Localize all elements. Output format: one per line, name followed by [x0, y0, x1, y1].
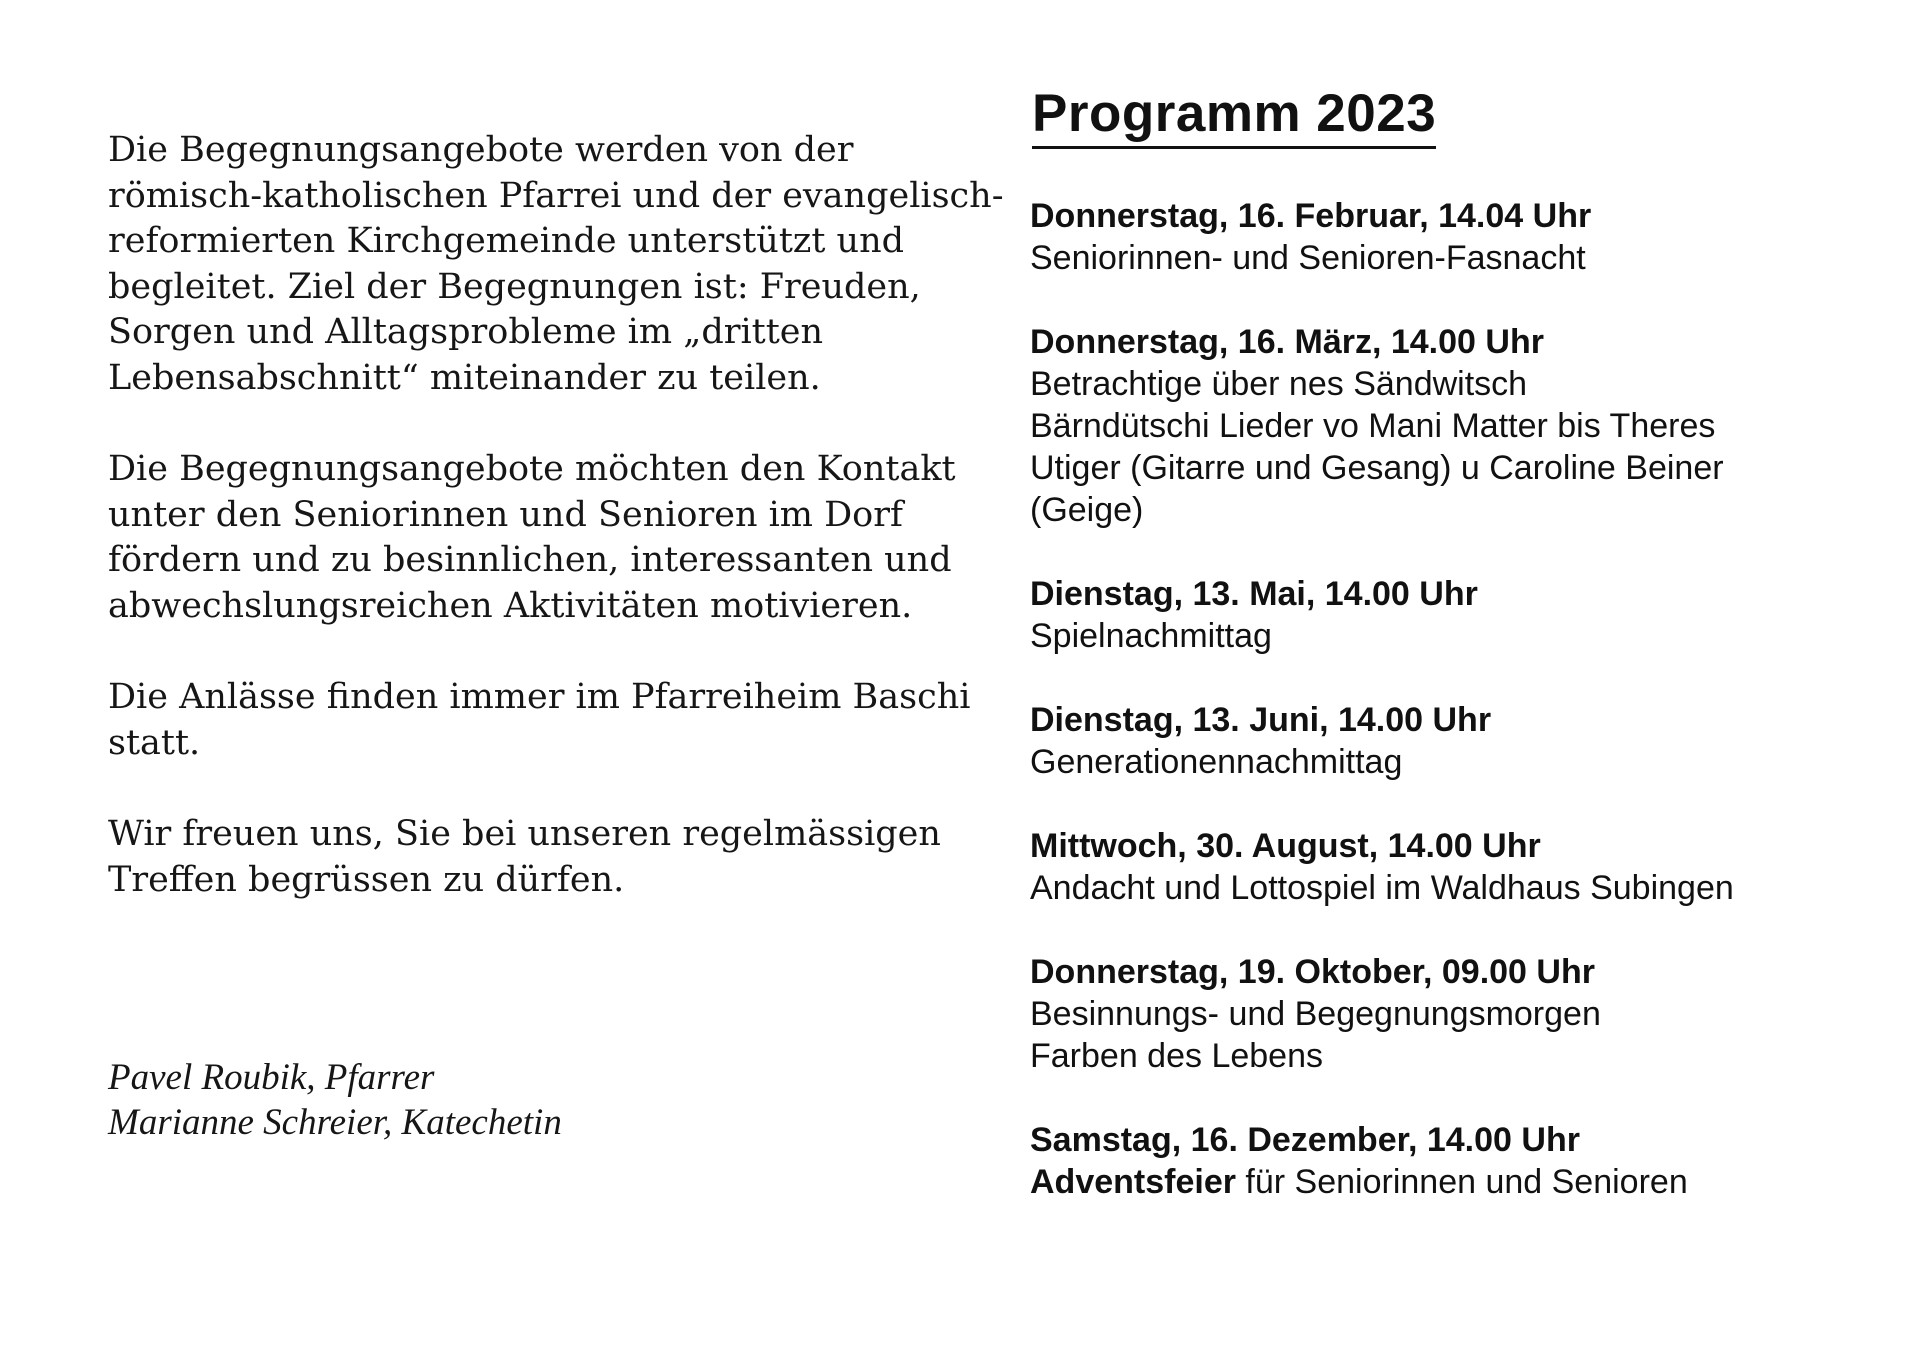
intro-paragraph-2	[108, 447, 968, 629]
program-event	[1030, 573, 1890, 657]
intro-paragraph-4	[108, 812, 968, 903]
event-date: Donnerstag, 16. März, 14.00 Uhr	[1030, 323, 1544, 361]
event-description: Andacht und Lottospiel im Waldhaus Subingen	[1030, 869, 1734, 907]
text-line: Die Anlässe finden immer im Pfarreiheim Baschi	[108, 677, 971, 717]
text-line: abwechslungsreichen Aktivitäten motivieren.	[108, 585, 913, 626]
signature-katechetin: Marianne Schreier, Katechetin	[108, 1102, 562, 1143]
event-description: Betrachtige über nes Sändwitsch	[1030, 365, 1528, 403]
program-event	[1030, 951, 1890, 1077]
text-line: Wir freuen uns, Sie bei unseren regelmässigen	[108, 814, 941, 854]
signature-block	[108, 1055, 562, 1145]
text-line: Treffen begrüssen zu dürfen.	[108, 859, 625, 900]
event-description: Generationennachmittag	[1030, 743, 1403, 781]
intro-text	[108, 128, 1004, 949]
text-line: Die Begegnungsangebote möchten den Kontakt	[108, 449, 956, 489]
event-description: Seniorinnen- und Senioren-Fasnacht	[1030, 239, 1586, 277]
event-date: Donnerstag, 16. Februar, 14.04 Uhr	[1030, 197, 1592, 235]
event-date: Samstag, 16. Dezember, 14.00 Uhr	[1030, 1121, 1580, 1159]
event-date: Dienstag, 13. Juni, 14.00 Uhr	[1030, 701, 1492, 739]
event-highlight: Adventsfeier	[1030, 1163, 1236, 1201]
program-title: Programm 2023	[1032, 82, 1436, 149]
event-description: Spielnachmittag	[1030, 617, 1272, 655]
text-line: Sorgen und Alltagsprobleme im „dritten	[108, 312, 824, 352]
event-description: Besinnungs- und Begegnungsmorgen	[1030, 995, 1601, 1033]
event-description: Bärndütschi Lieder vo Mani Matter bis Theres	[1030, 407, 1716, 445]
text-line: reformierten Kirchgemeinde unterstützt und	[108, 221, 905, 261]
text-line: statt.	[108, 722, 201, 763]
program-event	[1030, 825, 1890, 909]
program-event	[1030, 1119, 1890, 1203]
intro-paragraph-1	[108, 128, 1004, 401]
event-description: für Seniorinnen und Senioren	[1235, 1163, 1688, 1201]
program-event	[1030, 321, 1890, 531]
event-description-line	[1030, 1161, 1890, 1203]
signature-pfarrer: Pavel Roubik, Pfarrer	[108, 1057, 435, 1098]
program-column	[1030, 82, 1890, 1245]
text-line: römisch-katholischen Pfarrei und der evangelisch-	[108, 175, 1004, 216]
intro-paragraph-3	[108, 675, 971, 766]
event-date: Mittwoch, 30. August, 14.00 Uhr	[1030, 827, 1541, 865]
program-event	[1030, 195, 1890, 279]
event-description: Utiger (Gitarre und Gesang) u Caroline Beiner	[1030, 449, 1724, 487]
program-event	[1030, 699, 1890, 783]
event-description: Farben des Lebens	[1030, 1037, 1323, 1075]
text-line: Lebensabschnitt“ miteinander zu teilen.	[108, 357, 821, 398]
event-date: Donnerstag, 19. Oktober, 09.00 Uhr	[1030, 953, 1595, 991]
text-line: unter den Seniorinnen und Senioren im Dorf	[108, 494, 903, 535]
event-description: (Geige)	[1030, 491, 1144, 529]
text-line: Die Begegnungsangebote werden von der	[108, 130, 854, 170]
event-date: Dienstag, 13. Mai, 14.00 Uhr	[1030, 575, 1478, 613]
text-line: fördern und zu besinnlichen, interessanten und	[108, 540, 952, 580]
text-line: begleitet. Ziel der Begegnungen ist: Freuden,	[108, 266, 921, 307]
